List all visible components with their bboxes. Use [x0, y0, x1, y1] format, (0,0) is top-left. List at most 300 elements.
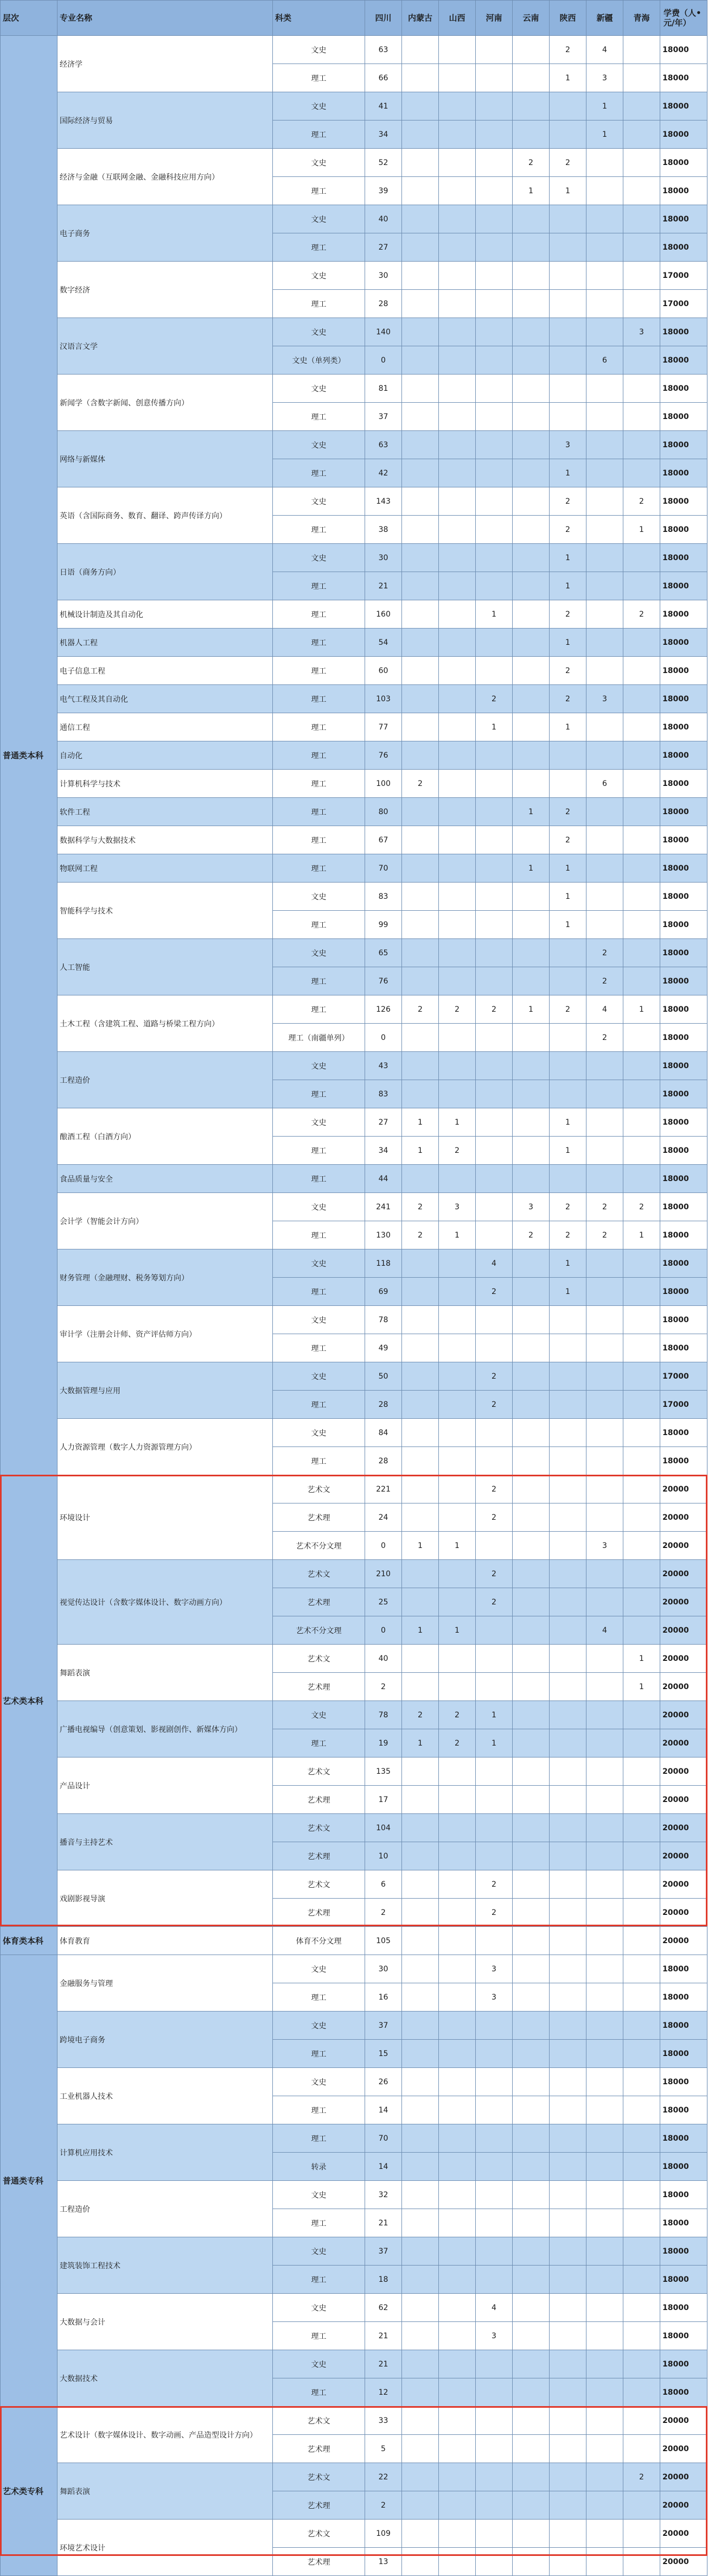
table-row: [1, 318, 707, 346]
quota-cell: [439, 177, 476, 205]
quota-cell: [623, 346, 660, 375]
quota-cell: [550, 1588, 586, 1616]
quota-cell: 3: [513, 1193, 550, 1221]
quota-cell: [439, 1052, 476, 1080]
quota-cell: 1: [476, 600, 513, 629]
subject-cell: 艺术理: [273, 1503, 365, 1532]
fee-cell: 18000: [660, 2181, 707, 2209]
quota-cell: [550, 1391, 586, 1419]
quota-cell: [623, 1814, 660, 1842]
quota-cell: [623, 1165, 660, 1193]
subject-cell: 文史: [273, 2294, 365, 2322]
quota-cell: [513, 544, 550, 572]
quota-cell: [439, 1645, 476, 1673]
quota-cell: 6: [586, 346, 623, 375]
subject-cell: 艺术文: [273, 2520, 365, 2548]
fee-cell: 18000: [660, 431, 707, 459]
quota-cell: [402, 2068, 439, 2096]
quota-cell: [402, 1391, 439, 1419]
quota-cell: [439, 1362, 476, 1391]
quota-cell: [439, 346, 476, 375]
quota-cell: [623, 657, 660, 685]
subject-cell: 艺术不分文理: [273, 1616, 365, 1645]
subject-cell: 艺术理: [273, 2491, 365, 2520]
quota-cell: [623, 403, 660, 431]
quota-cell: [586, 1560, 623, 1588]
quota-cell: 130: [365, 1221, 402, 1249]
quota-cell: [513, 1927, 550, 1955]
quota-cell: 2: [550, 487, 586, 516]
subject-cell: 艺术文: [273, 1757, 365, 1786]
quota-cell: 1: [402, 1729, 439, 1757]
quota-cell: [513, 2294, 550, 2322]
quota-cell: 1: [476, 713, 513, 741]
table-row: [1, 1249, 707, 1278]
subject-cell: 艺术理: [273, 1842, 365, 1870]
quota-cell: [476, 544, 513, 572]
quota-cell: [402, 1447, 439, 1475]
quota-cell: [402, 2209, 439, 2237]
fee-cell: 18000: [660, 2294, 707, 2322]
quota-cell: [623, 1334, 660, 1362]
table-row: [1, 1870, 707, 1899]
quota-cell: [402, 657, 439, 685]
quota-cell: [402, 459, 439, 487]
quota-cell: [402, 939, 439, 967]
quota-cell: 78: [365, 1306, 402, 1334]
quota-cell: 30: [365, 262, 402, 290]
subject-cell: 文史: [273, 2012, 365, 2040]
quota-cell: [402, 2040, 439, 2068]
quota-cell: [586, 2435, 623, 2463]
quota-cell: [476, 854, 513, 883]
quota-cell: [402, 290, 439, 318]
fee-cell: 18000: [660, 1278, 707, 1306]
subject-cell: 理工: [273, 1165, 365, 1193]
subject-cell: 文史: [273, 36, 365, 64]
quota-cell: [402, 685, 439, 713]
quota-cell: [513, 657, 550, 685]
fee-cell: 20000: [660, 1899, 707, 1927]
quota-cell: [439, 1475, 476, 1503]
quota-cell: [586, 1278, 623, 1306]
quota-cell: [402, 2435, 439, 2463]
quota-cell: [623, 2266, 660, 2294]
quota-cell: [439, 685, 476, 713]
quota-cell: 2: [476, 1475, 513, 1503]
quota-cell: [439, 939, 476, 967]
quota-cell: [439, 1278, 476, 1306]
quota-cell: [550, 2548, 586, 2576]
quota-cell: [586, 2407, 623, 2435]
quota-cell: [513, 629, 550, 657]
quota-cell: 4: [586, 1616, 623, 1645]
quota-cell: [623, 1362, 660, 1391]
table-row: [1, 713, 707, 741]
quota-cell: [586, 1419, 623, 1447]
quota-cell: [439, 1447, 476, 1475]
quota-cell: [623, 290, 660, 318]
quota-cell: [550, 1899, 586, 1927]
quota-cell: [439, 403, 476, 431]
quota-cell: 2: [365, 1673, 402, 1701]
quota-cell: 2: [513, 149, 550, 177]
table-row: [1, 939, 707, 967]
quota-cell: 1: [550, 572, 586, 600]
quota-cell: [476, 1447, 513, 1475]
quota-cell: [439, 1249, 476, 1278]
quota-cell: [476, 1645, 513, 1673]
fee-cell: 18000: [660, 883, 707, 911]
quota-cell: [439, 770, 476, 798]
quota-cell: [513, 205, 550, 233]
quota-cell: 2: [476, 1391, 513, 1419]
quota-cell: [402, 2294, 439, 2322]
fee-cell: 20000: [660, 2463, 707, 2491]
quota-cell: [402, 1306, 439, 1334]
quota-cell: 2: [476, 1899, 513, 1927]
quota-cell: [623, 2322, 660, 2350]
quota-cell: [439, 64, 476, 92]
quota-cell: [513, 1024, 550, 1052]
quota-cell: [476, 64, 513, 92]
quota-cell: 1: [623, 995, 660, 1024]
fee-cell: 18000: [660, 64, 707, 92]
major-name: 经济学: [58, 36, 273, 92]
quota-cell: [439, 2266, 476, 2294]
subject-cell: 理工: [273, 290, 365, 318]
quota-cell: [513, 2491, 550, 2520]
quota-cell: [402, 2153, 439, 2181]
quota-cell: [550, 770, 586, 798]
quota-cell: [586, 1334, 623, 1362]
table-row: [1, 1560, 707, 1588]
quota-cell: [439, 1842, 476, 1870]
table-row: [1, 741, 707, 770]
quota-cell: 27: [365, 1108, 402, 1137]
quota-cell: 3: [476, 2322, 513, 2350]
quota-cell: [550, 262, 586, 290]
quota-cell: [623, 459, 660, 487]
table-row: [1, 883, 707, 911]
quota-cell: [402, 516, 439, 544]
quota-cell: [476, 2266, 513, 2294]
quota-cell: 4: [586, 36, 623, 64]
subject-cell: 文史: [273, 939, 365, 967]
quota-cell: [402, 713, 439, 741]
quota-cell: [476, 431, 513, 459]
major-name: 日语（商务方向）: [58, 544, 273, 600]
subject-cell: 文史: [273, 205, 365, 233]
quota-cell: 19: [365, 1729, 402, 1757]
quota-cell: [476, 2435, 513, 2463]
quota-cell: [439, 431, 476, 459]
quota-cell: 14: [365, 2153, 402, 2181]
quota-cell: 1: [623, 1645, 660, 1673]
quota-cell: [550, 1306, 586, 1334]
quota-cell: 2: [476, 1560, 513, 1588]
fee-cell: 18000: [660, 741, 707, 770]
quota-cell: 1: [550, 911, 586, 939]
quota-cell: [623, 1899, 660, 1927]
fee-cell: 20000: [660, 1870, 707, 1899]
quota-cell: [623, 233, 660, 262]
quota-cell: [513, 2153, 550, 2181]
quota-cell: [402, 403, 439, 431]
subject-cell: 理工（南疆单列）: [273, 1024, 365, 1052]
fee-cell: 18000: [660, 572, 707, 600]
major-name: 机械设计制造及其自动化: [58, 600, 273, 629]
quota-cell: 2: [476, 1503, 513, 1532]
quota-cell: [586, 403, 623, 431]
quota-cell: [623, 1108, 660, 1137]
quota-cell: [513, 487, 550, 516]
quota-cell: [586, 1249, 623, 1278]
subject-cell: 文史: [273, 883, 365, 911]
major-name: 大数据与会计: [58, 2294, 273, 2350]
major-name: 计算机科学与技术: [58, 770, 273, 798]
fee-cell: 20000: [660, 1842, 707, 1870]
quota-cell: 1: [513, 854, 550, 883]
fee-cell: 18000: [660, 149, 707, 177]
quota-cell: [623, 1532, 660, 1560]
quota-cell: 62: [365, 2294, 402, 2322]
quota-cell: 0: [365, 346, 402, 375]
quota-cell: 70: [365, 854, 402, 883]
quota-cell: 4: [476, 1249, 513, 1278]
quota-cell: [402, 64, 439, 92]
quota-cell: [550, 1503, 586, 1532]
quota-cell: [623, 2209, 660, 2237]
subject-cell: 理工: [273, 64, 365, 92]
quota-cell: [586, 2294, 623, 2322]
quota-cell: [476, 92, 513, 120]
level-cell: 体育类本科: [1, 1927, 58, 1955]
header-province: 四川: [365, 1, 402, 36]
quota-cell: [586, 290, 623, 318]
fee-cell: 18000: [660, 1955, 707, 1983]
quota-cell: [439, 1786, 476, 1814]
quota-cell: 66: [365, 64, 402, 92]
quota-cell: [513, 233, 550, 262]
major-name: 机器人工程: [58, 629, 273, 657]
subject-cell: 艺术理: [273, 1899, 365, 1927]
quota-cell: [439, 2096, 476, 2124]
quota-cell: [623, 1588, 660, 1616]
quota-cell: [623, 1419, 660, 1447]
quota-cell: [513, 2012, 550, 2040]
quota-cell: [476, 2463, 513, 2491]
quota-cell: [550, 1701, 586, 1729]
quota-cell: [439, 1334, 476, 1362]
quota-cell: [476, 2378, 513, 2407]
quota-cell: [439, 2350, 476, 2378]
quota-cell: 24: [365, 1503, 402, 1532]
quota-cell: [586, 1757, 623, 1786]
level-cell: 艺术类专科: [1, 2407, 58, 2576]
quota-cell: [513, 1616, 550, 1645]
quota-cell: 3: [439, 1193, 476, 1221]
subject-cell: 理工: [273, 2124, 365, 2153]
quota-cell: [623, 431, 660, 459]
quota-cell: [586, 629, 623, 657]
header-row: [1, 1, 707, 36]
quota-cell: [586, 2153, 623, 2181]
quota-cell: [439, 318, 476, 346]
major-name: 播音与主持艺术: [58, 1814, 273, 1870]
fee-cell: 20000: [660, 1701, 707, 1729]
quota-cell: 27: [365, 233, 402, 262]
quota-cell: 1: [476, 1729, 513, 1757]
quota-cell: 6: [586, 770, 623, 798]
quota-cell: 33: [365, 2407, 402, 2435]
quota-cell: [513, 2407, 550, 2435]
subject-cell: 文史: [273, 2068, 365, 2096]
fee-cell: 20000: [660, 1927, 707, 1955]
quota-cell: [513, 2124, 550, 2153]
quota-cell: [623, 262, 660, 290]
table-row: [1, 770, 707, 798]
quota-cell: 60: [365, 657, 402, 685]
fee-cell: 20000: [660, 2520, 707, 2548]
quota-cell: [439, 2124, 476, 2153]
subject-cell: 文史: [273, 1362, 365, 1391]
quota-cell: [439, 1955, 476, 1983]
quota-cell: [586, 375, 623, 403]
quota-cell: 1: [439, 1221, 476, 1249]
quota-cell: [513, 459, 550, 487]
quota-cell: 126: [365, 995, 402, 1024]
fee-cell: 18000: [660, 36, 707, 64]
quota-cell: 2: [476, 995, 513, 1024]
quota-cell: [623, 2378, 660, 2407]
major-name: 计算机应用技术: [58, 2124, 273, 2181]
quota-cell: [623, 1983, 660, 2012]
subject-cell: 文史: [273, 544, 365, 572]
subject-cell: 理工: [273, 2378, 365, 2407]
table-row: [1, 1814, 707, 1842]
fee-cell: 18000: [660, 459, 707, 487]
quota-cell: [402, 1983, 439, 2012]
quota-cell: 104: [365, 1814, 402, 1842]
major-name: 产品设计: [58, 1757, 273, 1814]
major-name: 广播电视编导（创意策划、影视剧创作、新媒体方向）: [58, 1701, 273, 1757]
quota-cell: 1: [550, 1278, 586, 1306]
fee-cell: 18000: [660, 346, 707, 375]
quota-cell: 84: [365, 1419, 402, 1447]
quota-cell: [623, 826, 660, 854]
quota-cell: 4: [476, 2294, 513, 2322]
table-row: [1, 2407, 707, 2435]
table-row: [1, 2350, 707, 2378]
quota-cell: [623, 375, 660, 403]
quota-cell: [476, 120, 513, 149]
subject-cell: 文史: [273, 318, 365, 346]
quota-cell: [623, 1927, 660, 1955]
table-row: [1, 149, 707, 177]
quota-cell: [402, 1249, 439, 1278]
quota-cell: [402, 2237, 439, 2266]
quota-cell: [550, 2153, 586, 2181]
major-name: 汉语言文学: [58, 318, 273, 375]
quota-cell: [513, 1165, 550, 1193]
major-name: 食品质量与安全: [58, 1165, 273, 1193]
quota-cell: 28: [365, 290, 402, 318]
fee-cell: 18000: [660, 657, 707, 685]
quota-cell: [402, 2520, 439, 2548]
table-row: [1, 2124, 707, 2153]
major-name: 舞蹈表演: [58, 1645, 273, 1701]
quota-cell: [476, 1306, 513, 1334]
quota-cell: [402, 572, 439, 600]
quota-cell: [513, 1757, 550, 1786]
quota-cell: [402, 1475, 439, 1503]
quota-cell: [476, 2237, 513, 2266]
quota-cell: 1: [513, 798, 550, 826]
quota-cell: [586, 2548, 623, 2576]
quota-cell: [623, 177, 660, 205]
fee-cell: 18000: [660, 1249, 707, 1278]
quota-cell: [402, 1870, 439, 1899]
quota-cell: [402, 2491, 439, 2520]
quota-cell: [513, 1645, 550, 1673]
quota-cell: 4: [586, 995, 623, 1024]
header-major: 专业名称: [58, 1, 273, 36]
quota-cell: [550, 375, 586, 403]
quota-cell: [476, 205, 513, 233]
quota-cell: 2: [550, 798, 586, 826]
table-row: [1, 685, 707, 713]
major-name: 跨境电子商务: [58, 2012, 273, 2068]
subject-cell: 文史: [273, 1701, 365, 1729]
quota-cell: [402, 92, 439, 120]
subject-cell: 文史: [273, 1108, 365, 1137]
quota-cell: [439, 1899, 476, 1927]
table-row: [1, 657, 707, 685]
fee-cell: 20000: [660, 1616, 707, 1645]
quota-cell: 40: [365, 205, 402, 233]
table-row: [1, 1955, 707, 1983]
quota-cell: [550, 1842, 586, 1870]
quota-cell: 3: [586, 685, 623, 713]
fee-cell: 20000: [660, 1645, 707, 1673]
subject-cell: 理工: [273, 2322, 365, 2350]
quota-cell: [476, 770, 513, 798]
quota-cell: [586, 2096, 623, 2124]
fee-cell: 18000: [660, 798, 707, 826]
subject-cell: 理工: [273, 1334, 365, 1362]
quota-cell: [586, 1165, 623, 1193]
quota-cell: 1: [550, 459, 586, 487]
fee-cell: 20000: [660, 1673, 707, 1701]
fee-cell: 17000: [660, 1362, 707, 1391]
quota-cell: 2: [550, 600, 586, 629]
quota-cell: [476, 1024, 513, 1052]
fee-cell: 20000: [660, 1532, 707, 1560]
fee-cell: 18000: [660, 120, 707, 149]
quota-cell: 77: [365, 713, 402, 741]
quota-cell: [476, 2181, 513, 2209]
quota-cell: [586, 741, 623, 770]
quota-cell: [513, 572, 550, 600]
quota-cell: [550, 1786, 586, 1814]
quota-cell: [513, 1419, 550, 1447]
quota-cell: 5: [365, 2435, 402, 2463]
quota-cell: [513, 1052, 550, 1080]
quota-cell: [586, 572, 623, 600]
table-row: [1, 2237, 707, 2266]
quota-cell: 2: [439, 995, 476, 1024]
